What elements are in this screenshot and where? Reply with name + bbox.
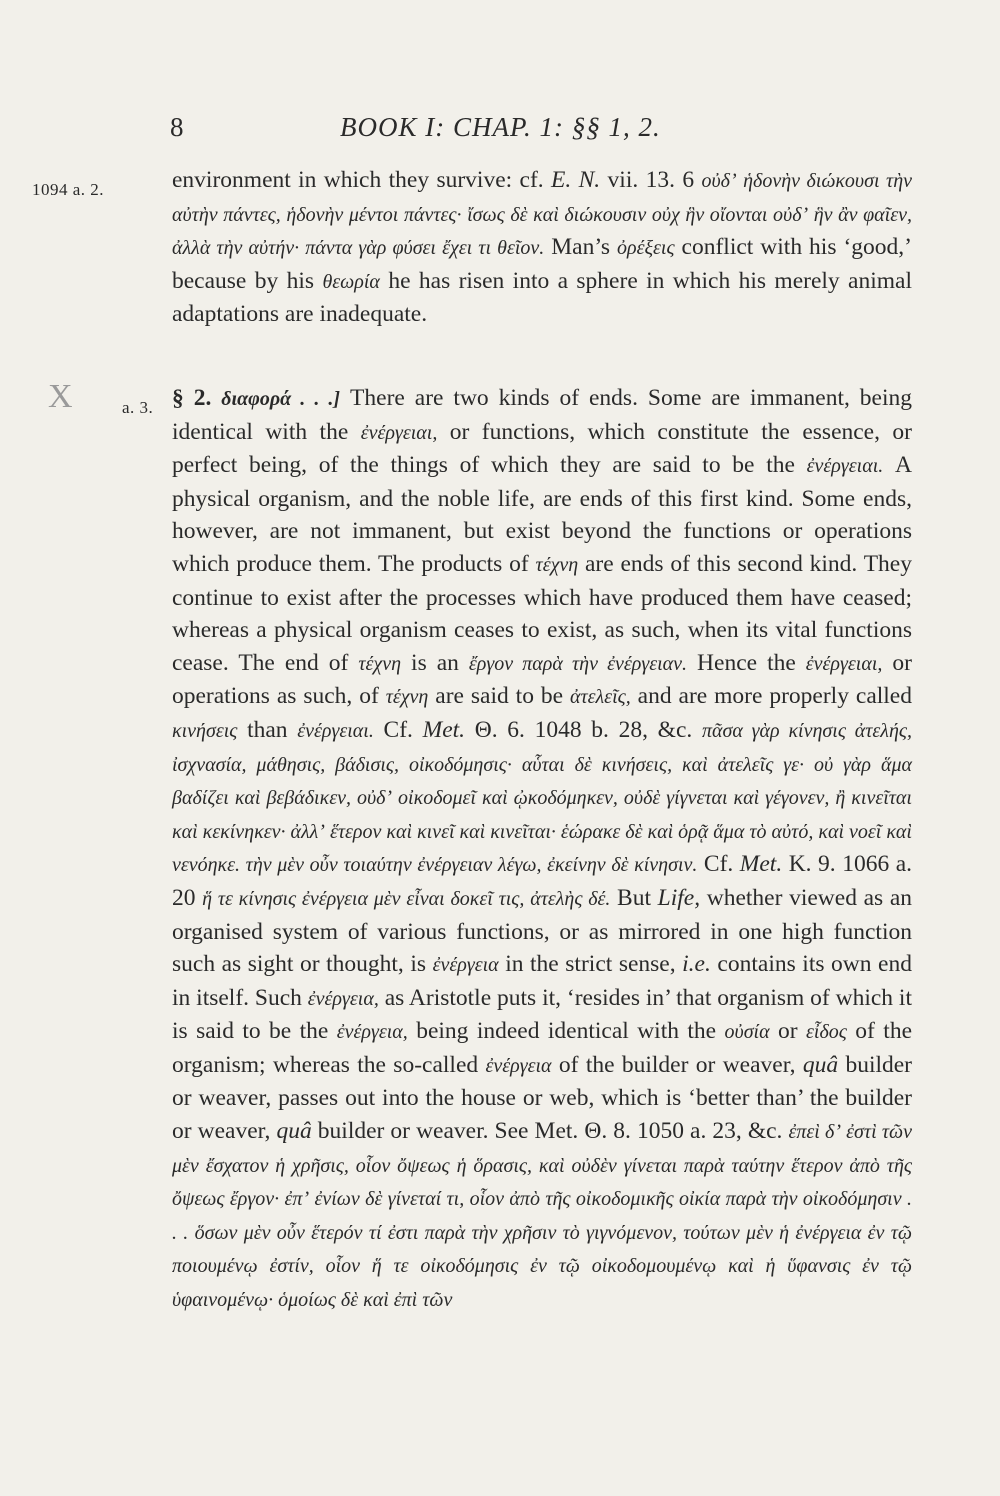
- text-span: are ends of this second kind. They continue to exist after the processes which have produced them have ceased; whereas a physical organism ceases to exist, as such, when its vital functions cease. The end of: [172, 550, 912, 676]
- greek-quotation: ἐπεὶ δʼ ἐστὶ τῶν μὲν ἔσχατον ἡ χρῆσις, οἷον ὄψεως ἡ ὅρασις, καὶ οὐδὲν γίνεται παρὰ ταύτην ἕτερον ἀπὸ τῆς ὄψεως ἔργον· ἐπʼ ἐνίων δὲ γίνεταί τι, οἷον ἀπὸ τῆς οἰκοδομικῆς οἰκία παρὰ τὴν οἰκοδόμησιν . . . ὅσων μὲν οὖν ἕτερόν τί ἐστι παρὰ τὴν χρῆσιν τὸ γιγνόμενον, τούτων μὲν ἡ ἐνέργεια ἐν τῷ ποιουμένῳ ἐστίν, οἷον ἥ τε οἰκοδόμησις ἐν τῷ οἰκοδομουμένῳ καὶ ἡ ὕφανσις ἐν τῷ ὑφαινομένῳ· ὁμοίως δὲ καὶ ἐπὶ τῶν: [172, 1121, 912, 1312]
- text-span: he has risen into a sphere in which his merely animal adaptations are inadequate.: [172, 267, 912, 328]
- text-span: are said to be: [428, 683, 570, 710]
- greek-term: εἶδος: [806, 1021, 847, 1044]
- text-span: of the organism; whereas the so-called: [172, 1018, 912, 1078]
- section-number: § 2.: [172, 385, 222, 411]
- text-span: But: [610, 884, 658, 911]
- greek-term: ἐνέργειαι.: [297, 719, 374, 742]
- greek-term: κινήσεις: [172, 719, 238, 742]
- text-span: environment in which they survive: cf.: [172, 167, 552, 193]
- text-span: Cf.: [697, 851, 740, 878]
- text-span: of the builder or weaver,: [551, 1051, 803, 1078]
- greek-term: τέχνη: [385, 686, 429, 709]
- text-span: is an: [401, 649, 469, 676]
- greek-term: ἐνέργειαι,: [805, 652, 883, 675]
- greek-term: τέχνη: [358, 652, 402, 675]
- text-span: or: [769, 1018, 807, 1045]
- margin-reference-1: 1094 a. 2.: [32, 180, 105, 199]
- text-span: as Aristotle puts it, ‘resides in’ that organism of which it is said to be the: [172, 984, 912, 1045]
- pencil-x-mark: X: [48, 378, 73, 415]
- commentary-paragraph-2: [172, 382, 912, 1317]
- text-span: Hence the: [687, 649, 806, 676]
- greek-quotation: πᾶσα γὰρ κίνησις ἀτελής, ἰσχνασία, μάθησις, βάδισις, οἰκοδόμησις· αὗται δὲ κινήσεις, καὶ ἀτελεῖς γε· οὐ γὰρ ἅμα βαδίζει καὶ βεβάδικεν, οὐδʼ οἰκοδομεῖ καὶ ᾠκοδόμηκεν, οὐδὲ γίγνεται καὶ γέγονεν, ἢ κινεῖται καὶ κεκίνηκεν· ἀλλʼ ἕτερον καὶ κινεῖ καὶ κινεῖται· ἑώρακε δὲ καὶ ὁρᾷ ἅμα τὸ αὐτό, καὶ νοεῖ καὶ νενόηκε. τὴν μὲν οὖν τοιαύτην ἐνέργειαν λέγω, ἐκείνην δὲ κίνησιν.: [172, 719, 913, 877]
- greek-term: θεωρία: [322, 270, 380, 293]
- emphasis-italic: Life,: [657, 884, 701, 911]
- text-span: being indeed identical with the: [407, 1018, 725, 1045]
- text-span: or functions, which constitute the essence, or perfect being, of the things of which they are said to be the: [172, 418, 912, 479]
- text-span: Man’s: [544, 234, 617, 261]
- citation-italic: E. N.: [551, 167, 601, 193]
- text-span: builder or weaver. See Met. Θ. 8. 1050 a. 23, &c.: [311, 1118, 789, 1145]
- greek-term: ἐνέργεια: [432, 954, 499, 977]
- text-span: vii. 13. 6: [600, 167, 702, 193]
- text-span: contains its own end in itself. Such: [172, 951, 912, 1011]
- text-span: and are more properly called: [630, 683, 912, 710]
- greek-term: ἀτελεῖς,: [569, 686, 631, 709]
- citation-italic: Met.: [739, 851, 783, 878]
- lemma: διαφορά . . .]: [221, 388, 341, 410]
- greek-term: τέχνη: [535, 553, 579, 576]
- greek-term: ἐνέργειαι.: [806, 455, 884, 478]
- margin-reference-2: a. 3.: [122, 398, 154, 417]
- text-span: K. 9. 1066 a. 20: [172, 851, 913, 911]
- emphasis-italic: quâ: [276, 1118, 312, 1145]
- text-span: than: [237, 716, 298, 743]
- greek-term: ἔργον παρὰ τὴν ἐνέργειαν.: [468, 652, 688, 675]
- greek-term: ἐνέργεια: [485, 1054, 552, 1077]
- commentary-paragraph-1: [172, 164, 912, 331]
- text-span: Cf.: [373, 716, 423, 743]
- greek-term: ἐνέργειαι,: [360, 421, 438, 444]
- emphasis-italic: quâ: [802, 1051, 839, 1078]
- greek-term: ὀρέξεις: [616, 237, 675, 260]
- text-span: There are two kinds of ends. Some are immanent, being identical with the: [172, 385, 913, 445]
- greek-term: ἐνέργεια,: [336, 1021, 408, 1044]
- text-span: Θ. 6. 1048 b. 28, &c.: [465, 716, 702, 743]
- text-span: builder or weaver, passes out into the house or web, which is ‘better than’ the builder or weaver,: [172, 1051, 913, 1145]
- text-span: whether viewed as an organised system of various functions, or as mirrored in one high function such as sight or thought, is: [172, 884, 912, 978]
- chapter-title: BOOK I: CHAP. 1: §§ 1, 2.: [340, 112, 661, 142]
- text-span: in the strict sense,: [498, 951, 683, 978]
- text-span: conflict with his ‘good,’ because by his: [172, 234, 912, 294]
- text-span: A physical organism, and the noble life, are ends of this first kind. Some ends, however, are not immanent, but exist beyond the functions or operations which produce them. The products of: [172, 452, 912, 577]
- greek-quotation: οὐδʼ ἡδονὴν διώκουσι τὴν αὐτὴν πάντες, ἡδονὴν μέντοι πάντες· ἴσως δὲ καὶ διώκουσιν οὐχ ἣν οἴονται οὐδʼ ἣν ἂν φαῖεν, ἀλλὰ τὴν αὐτήν· πάντα γὰρ φύσει ἔχει τι θεῖον.: [172, 170, 912, 260]
- page-number: 8: [170, 112, 185, 142]
- greek-quotation: ἥ τε κίνησις ἐνέργεια μὲν εἶναι δοκεῖ τις, ἀτελὴς δέ.: [202, 887, 611, 910]
- greek-term: ἐνέργεια,: [307, 987, 379, 1010]
- citation-italic: Met.: [422, 716, 466, 743]
- emphasis-italic: i.e.: [682, 951, 711, 978]
- text-span: or operations as such, of: [172, 649, 913, 710]
- greek-term: οὐσία: [724, 1021, 770, 1044]
